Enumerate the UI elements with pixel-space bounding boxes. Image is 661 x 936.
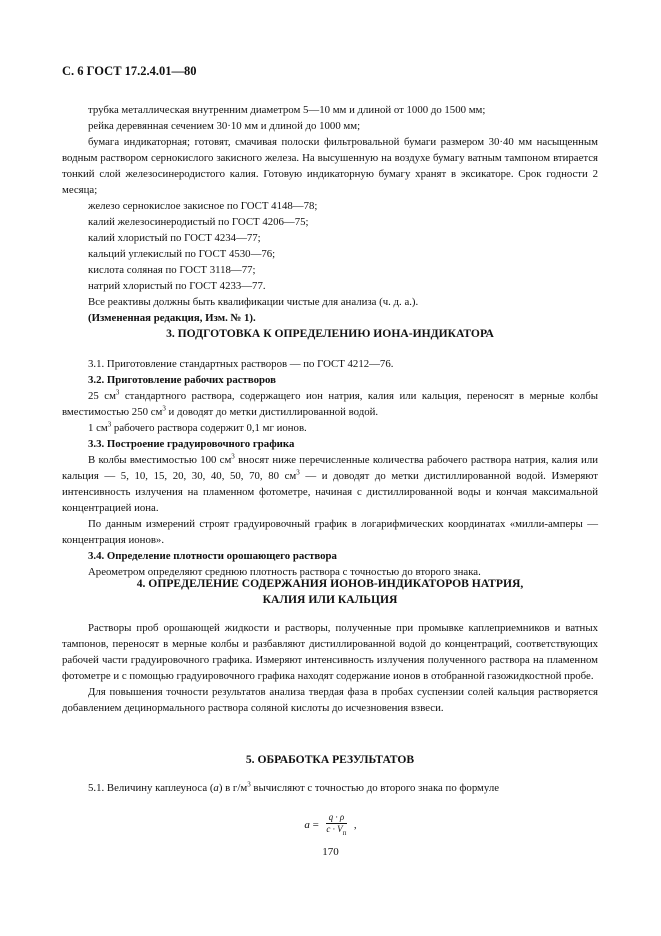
paragraph-5-1: 5.1. Величину каплеуноса (a) в $г/м^3$ вычисляют с точностью до второго знака по формуле xyxy=(88,780,499,794)
section-title: 3. ПОДГОТОВКА К ОПРЕДЕЛЕНИЮ ИОНА-ИНДИКАТОРА xyxy=(166,327,494,340)
equipment-list xyxy=(62,102,598,326)
running-header: С. 6 ГОСТ 17.2.4.01—80 xyxy=(62,64,197,78)
paragraph-3-3-graph: По данным измерений строят градуировочный график в логарифмических координатах «милли-амперы — концентрация ионов». xyxy=(62,518,598,546)
paragraph-3-2: 25 $см^3$ стандартного раствора, содержащего ион натрия, калия или кальция, переносят в мерные колбы вместимостью 250 $см^3$ и доводят до метки дистиллированной водой. xyxy=(62,388,599,418)
subheading-3-3: 3.3. Построение градуировочного графика xyxy=(88,438,295,450)
subheading-3-2: 3.2. Приготовление рабочих растворов xyxy=(88,374,276,386)
list-item: калий хлористый по ГОСТ 4234—77; xyxy=(88,232,261,244)
formula-equals: = xyxy=(312,818,319,831)
page-number: 170 xyxy=(322,846,339,858)
list-item: бумага индикаторная; готовят, смачивая полоски фильтровальной бумаги размером 30·40 мм насыщенным водным раствором сернокислого закисного железа. На высушенную на воздухе бумагу ватным тампоном втирается тонкий слой железосинеродистого калия. Готовую индикаторную бумагу хранят в эксикаторе. Срок годности 2 месяца; xyxy=(62,136,598,196)
section-title: 5. ОБРАБОТКА РЕЗУЛЬТАТОВ xyxy=(245,753,415,766)
formula-lhs: a xyxy=(304,818,310,831)
formula-denominator: $c \cdot V_п$ xyxy=(326,824,347,837)
paragraph-4-2: Для повышения точности результатов анализа твердая фаза в пробах суспензии солей кальция растворяется добавлением децинормального раствора соляной кислоты до исчезновения взвеси. xyxy=(62,686,598,714)
formula: a = $\frac{q \cdot \rho}{c \cdot V_п}$ , xyxy=(304,812,357,837)
subheading-3-4: 3.4. Определение плотности орошающего раствора xyxy=(88,550,337,562)
paragraph-3-1: 3.1. Приготовление стандартных растворов — по ГОСТ 4212—76. xyxy=(88,358,394,370)
list-item: кислота соляная по ГОСТ 3118—77; xyxy=(88,264,256,276)
paragraph-3-4: Ареометром определяют среднюю плотность раствора с точностью до второго знака. xyxy=(88,566,481,578)
section-4 xyxy=(62,576,598,716)
section-3 xyxy=(62,326,598,580)
list-item: кальций углекислый по ГОСТ 4530—76; xyxy=(88,248,276,260)
paragraph-4-1: Растворы проб орошающей жидкости и растворы, полученные при промывке каплеприемников и ватных тампонов, переносят в мерные колбы и разбавляют дистиллированной водой до концентраций, соответствующих рабочей части градуировочного графика. Измеряют интенсивность излучения полученного раствора на пламенном фотометре и с помощью градуировочного графика находят содержание ионов в отобранной газожидкостной пробе. xyxy=(62,622,598,682)
paragraph-3-2-note: 1 $см^3$ рабочего раствора содержит 0,1 мг ионов. xyxy=(88,420,307,434)
list-item: рейка деревянная сечением 30·10 мм и длиной до 1000 мм; xyxy=(88,120,361,132)
amendment-note: (Измененная редакция, Изм. № 1). xyxy=(88,312,256,324)
list-item: калий железосинеродистый по ГОСТ 4206—75; xyxy=(88,216,309,228)
formula-numerator: q · ρ xyxy=(326,812,348,824)
section-title: 4. ОПРЕДЕЛЕНИЕ СОДЕРЖАНИЯ ИОНОВ-ИНДИКАТОРОВ НАТРИЯ, xyxy=(136,577,524,590)
reagents-note: Все реактивы должны быть квалификации чистые для анализа (ч. д. а.). xyxy=(88,296,419,308)
list-item: железо сернокислое закисное по ГОСТ 4148—78; xyxy=(88,200,318,212)
paragraph-3-3: В колбы вместимостью 100 $см^3$ вносят ниже перечисленные количества рабочего раствора натрия, калия или кальция — 5, 10, 15, 20, 30, 40, 50, 70, 80 $см^3$ — и доводят до метки дистиллированной водой. Измеряют интенсивность излучения на пламенном фотометре, начиная с дистиллированной воды и кончая максимальной концентрацией иона. xyxy=(62,452,598,514)
section-title-line2: КАЛИЯ ИЛИ КАЛЬЦИЯ xyxy=(262,593,398,606)
list-item: трубка металлическая внутренним диаметром 5—10 мм и длиной от 1000 до 1500 мм; xyxy=(88,104,486,116)
formula-fraction xyxy=(326,812,348,839)
section-5 xyxy=(62,752,598,796)
list-item: натрий хлористый по ГОСТ 4233—77. xyxy=(88,280,266,292)
